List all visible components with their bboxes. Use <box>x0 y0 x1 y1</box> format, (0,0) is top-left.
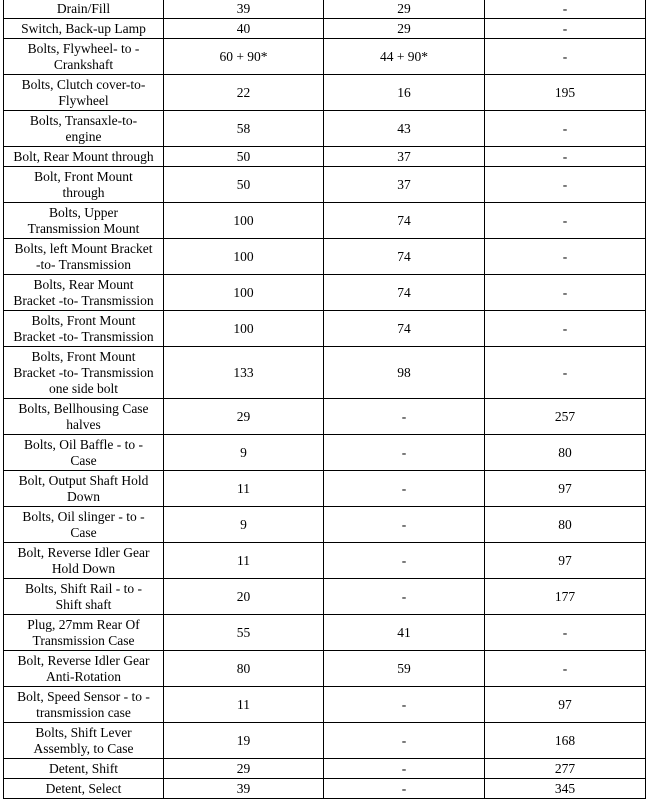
component-name-line: halves <box>66 416 101 432</box>
component-name-line: Detent, Select <box>45 780 122 796</box>
component-name-line: Switch, Back-up Lamp <box>21 20 146 36</box>
component-name-line: Bolts, Transaxle-to- <box>29 112 138 128</box>
table-row <box>4 651 646 687</box>
torque-lbin-cell: 97 <box>485 543 646 579</box>
torque-nm-cell: 11 <box>164 543 324 579</box>
torque-lbin-cell: - <box>485 651 646 687</box>
torque-lbin-cell: - <box>485 0 646 19</box>
torque-lbft-cell: 43 <box>324 111 485 147</box>
table-row <box>4 239 646 275</box>
component-name-line: Bracket -to- Transmission <box>13 328 154 344</box>
table-row <box>4 203 646 239</box>
torque-lbin-cell: - <box>485 239 646 275</box>
torque-nm-cell: 11 <box>164 471 324 507</box>
component-name-line: Bolts, Rear Mount <box>33 276 134 292</box>
table-row <box>4 687 646 723</box>
torque-lbft-cell: - <box>324 399 485 435</box>
component-cell <box>4 111 164 147</box>
component-cell <box>4 75 164 111</box>
torque-lbft-cell: 98 <box>324 347 485 399</box>
component-name-line: Bolt, Front Mount <box>34 168 133 184</box>
torque-lbft-cell: - <box>324 543 485 579</box>
component-cell <box>4 147 164 167</box>
component-cell <box>4 471 164 507</box>
torque-lbin-cell: - <box>485 167 646 203</box>
component-name-line: Bolts, Flywheel- to - <box>27 40 140 56</box>
torque-lbft-cell: 16 <box>324 75 485 111</box>
component-cell <box>4 399 164 435</box>
component-name-line: Bolts, Bellhousing Case <box>18 400 149 416</box>
table-row <box>4 471 646 507</box>
component-cell <box>4 167 164 203</box>
torque-lbft-cell: 29 <box>324 0 485 19</box>
component-cell <box>4 723 164 759</box>
table-row <box>4 507 646 543</box>
component-cell <box>4 651 164 687</box>
torque-lbft-cell: 74 <box>324 275 485 311</box>
component-name-line: Assembly, to Case <box>33 740 134 756</box>
component-name-line: Bolts, Oil Baffle - to - <box>24 436 143 452</box>
torque-nm-cell: 100 <box>164 239 324 275</box>
component-name-line: Bracket -to- Transmission <box>13 364 154 380</box>
torque-nm-cell: 50 <box>164 147 324 167</box>
torque-lbft-cell: - <box>324 759 485 779</box>
torque-lbft-cell: 37 <box>324 167 485 203</box>
component-cell <box>4 579 164 615</box>
table-row <box>4 723 646 759</box>
torque-lbin-cell: 80 <box>485 507 646 543</box>
component-cell <box>4 615 164 651</box>
component-cell <box>4 759 164 779</box>
torque-table-body <box>4 0 646 799</box>
torque-lbin-cell: - <box>485 147 646 167</box>
component-name-line: Bolts, Clutch cover-to- <box>21 76 146 92</box>
torque-nm-cell: 29 <box>164 759 324 779</box>
component-cell <box>4 543 164 579</box>
component-name-line: engine <box>65 128 102 144</box>
torque-lbft-cell: 59 <box>324 651 485 687</box>
component-name-line: Down <box>67 488 100 504</box>
torque-lbft-cell: - <box>324 579 485 615</box>
torque-nm-cell: 80 <box>164 651 324 687</box>
torque-lbft-cell: 74 <box>324 203 485 239</box>
component-name-line: Detent, Shift <box>49 760 118 776</box>
component-name-line: Bolt, Reverse Idler Gear <box>17 544 150 560</box>
table-row <box>4 759 646 779</box>
torque-nm-cell: 100 <box>164 275 324 311</box>
torque-lbin-cell: 195 <box>485 75 646 111</box>
table-row <box>4 275 646 311</box>
torque-lbin-cell: - <box>485 39 646 75</box>
component-cell <box>4 435 164 471</box>
torque-nm-cell: 22 <box>164 75 324 111</box>
table-row <box>4 75 646 111</box>
table-row <box>4 311 646 347</box>
torque-lbft-cell: - <box>324 779 485 799</box>
torque-nm-cell: 50 <box>164 167 324 203</box>
component-name-line: Bolt, Output Shaft Hold <box>18 472 149 488</box>
torque-lbin-cell: 277 <box>485 759 646 779</box>
component-name-line: Plug, 27mm Rear Of <box>27 616 140 632</box>
table-row <box>4 579 646 615</box>
component-name-line: Case <box>70 452 97 468</box>
table-row <box>4 347 646 399</box>
component-name-line: Shift shaft <box>55 596 112 612</box>
component-cell <box>4 507 164 543</box>
component-name-line: Anti-Rotation <box>46 668 121 684</box>
torque-lbft-cell: 41 <box>324 615 485 651</box>
torque-lbin-cell: 257 <box>485 399 646 435</box>
component-name-line: Bolt, Rear Mount through <box>13 148 154 164</box>
table-row <box>4 0 646 19</box>
torque-lbft-cell: 29 <box>324 19 485 39</box>
torque-nm-cell: 29 <box>164 399 324 435</box>
component-cell <box>4 779 164 799</box>
torque-lbin-cell: - <box>485 347 646 399</box>
torque-lbft-cell: 74 <box>324 239 485 275</box>
component-cell <box>4 275 164 311</box>
table-row <box>4 615 646 651</box>
component-name-line: through <box>62 184 105 200</box>
torque-nm-cell: 58 <box>164 111 324 147</box>
table-row <box>4 19 646 39</box>
torque-nm-cell: 9 <box>164 435 324 471</box>
table-row <box>4 779 646 799</box>
component-name-line: Case <box>70 524 97 540</box>
torque-nm-cell: 39 <box>164 779 324 799</box>
component-name-line: Drain/Fill <box>56 0 111 16</box>
torque-lbin-cell: - <box>485 615 646 651</box>
component-cell <box>4 203 164 239</box>
torque-lbin-cell: 177 <box>485 579 646 615</box>
torque-lbft-cell: 44 + 90* <box>324 39 485 75</box>
torque-lbft-cell: - <box>324 723 485 759</box>
component-name-line: Bolt, Speed Sensor - to - <box>17 688 150 704</box>
component-cell <box>4 19 164 39</box>
component-name-line: Crankshaft <box>53 56 114 72</box>
component-name-line: Bolts, Oil slinger - to - <box>22 508 145 524</box>
table-row <box>4 111 646 147</box>
component-name-line: Bolts, Front Mount <box>31 312 136 328</box>
torque-lbin-cell: - <box>485 111 646 147</box>
torque-lbft-cell: - <box>324 507 485 543</box>
torque-lbft-cell: - <box>324 435 485 471</box>
torque-nm-cell: 100 <box>164 203 324 239</box>
component-name-line: Bolts, Shift Lever <box>35 724 132 740</box>
table-row <box>4 543 646 579</box>
torque-lbft-cell: - <box>324 687 485 723</box>
torque-lbin-cell: 168 <box>485 723 646 759</box>
torque-lbin-cell: - <box>485 275 646 311</box>
component-name-line: Bolts, Upper <box>49 204 118 220</box>
component-cell <box>4 347 164 399</box>
torque-nm-cell: 9 <box>164 507 324 543</box>
torque-nm-cell: 60 + 90* <box>164 39 324 75</box>
torque-lbin-cell: 97 <box>485 471 646 507</box>
component-cell <box>4 39 164 75</box>
component-name-line: Bolts, Front Mount <box>31 348 136 364</box>
torque-spec-table <box>3 0 646 799</box>
component-cell <box>4 0 164 19</box>
component-name-line: Bolt, Reverse Idler Gear <box>17 652 150 668</box>
torque-nm-cell: 11 <box>164 687 324 723</box>
component-name-line: Flywheel <box>58 92 109 108</box>
torque-nm-cell: 39 <box>164 0 324 19</box>
table-row <box>4 147 646 167</box>
component-name-line: Hold Down <box>51 560 116 576</box>
torque-lbin-cell: - <box>485 311 646 347</box>
torque-lbft-cell: 74 <box>324 311 485 347</box>
table-row <box>4 399 646 435</box>
torque-nm-cell: 19 <box>164 723 324 759</box>
torque-nm-cell: 20 <box>164 579 324 615</box>
table-row <box>4 435 646 471</box>
component-name-line: Transmission Case <box>32 632 135 648</box>
torque-lbft-cell: - <box>324 471 485 507</box>
component-name-line: Bracket -to- Transmission <box>13 292 154 308</box>
table-row <box>4 167 646 203</box>
component-cell <box>4 311 164 347</box>
torque-lbin-cell: 80 <box>485 435 646 471</box>
torque-lbin-cell: 97 <box>485 687 646 723</box>
torque-nm-cell: 40 <box>164 19 324 39</box>
component-cell <box>4 239 164 275</box>
torque-lbin-cell: - <box>485 19 646 39</box>
torque-lbft-cell: 37 <box>324 147 485 167</box>
component-name-line: Bolts, left Mount Bracket <box>14 240 153 256</box>
component-cell <box>4 687 164 723</box>
component-name-line: Bolts, Shift Rail - to - <box>24 580 142 596</box>
component-name-line: -to- Transmission <box>36 256 131 272</box>
torque-nm-cell: 100 <box>164 311 324 347</box>
component-name-line: Transmission Mount <box>27 220 140 236</box>
torque-nm-cell: 55 <box>164 615 324 651</box>
table-row <box>4 39 646 75</box>
torque-lbin-cell: 345 <box>485 779 646 799</box>
component-name-line: one side bolt <box>49 380 118 396</box>
torque-lbin-cell: - <box>485 203 646 239</box>
torque-nm-cell: 133 <box>164 347 324 399</box>
component-name-line: transmission case <box>36 704 131 720</box>
